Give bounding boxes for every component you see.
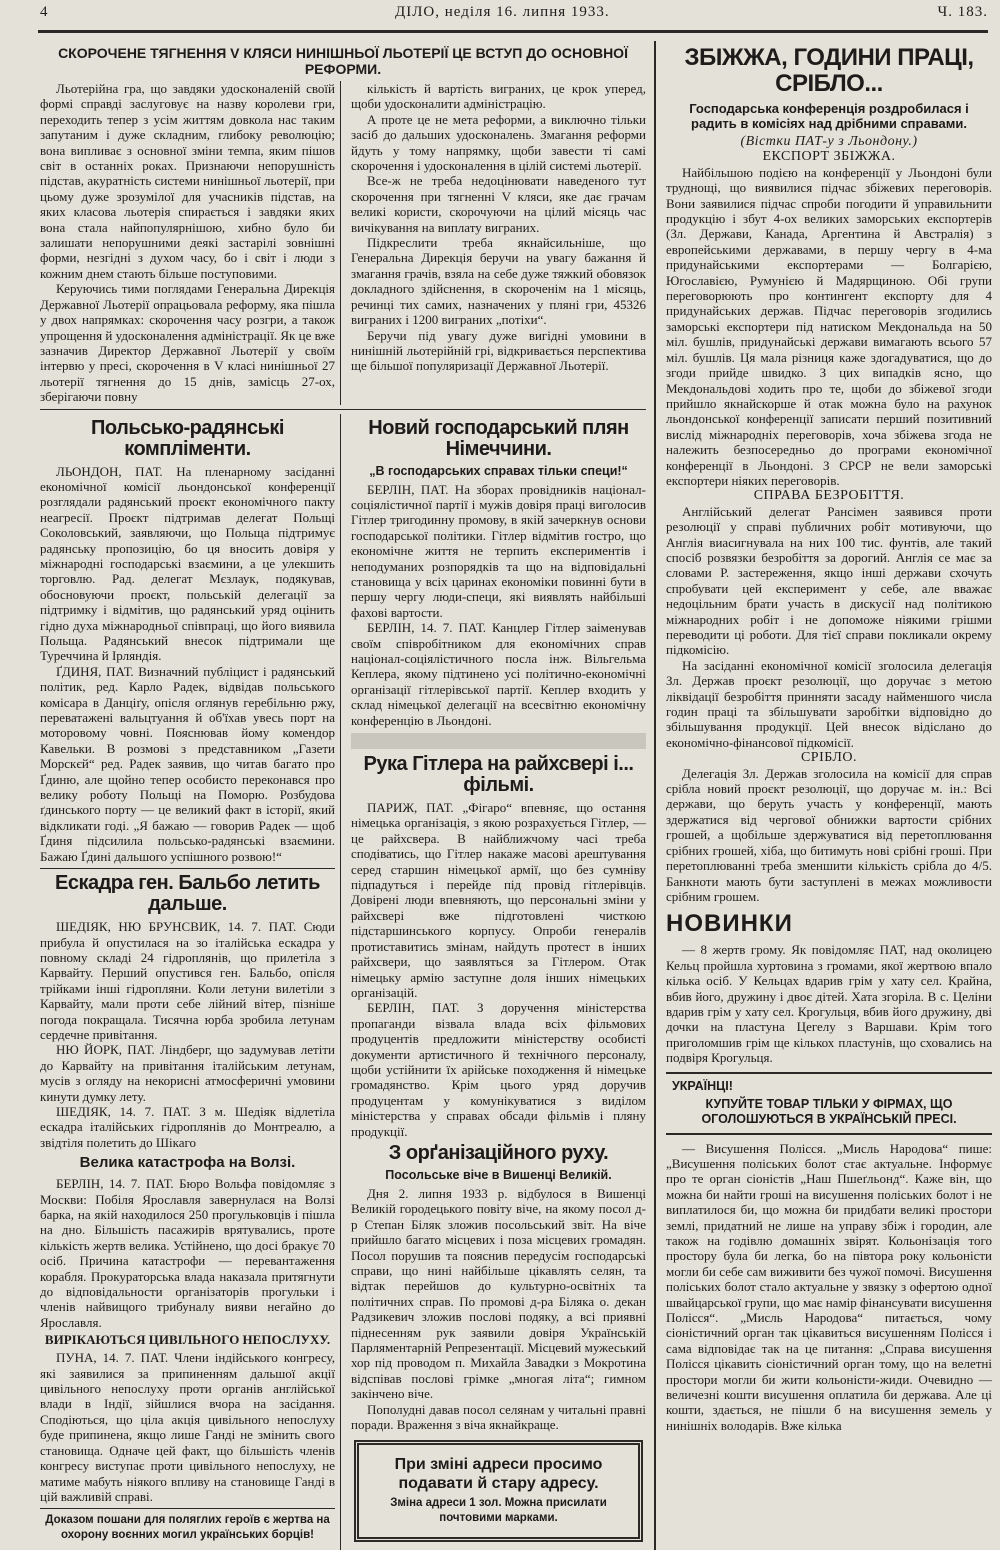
masthead-date <box>395 4 610 21</box>
lottery-col2 <box>351 81 646 405</box>
hitler-headline: Рука Гітлера на райхсвері і... фільмі. <box>363 753 634 797</box>
right-column <box>654 41 992 1550</box>
article-paragraph: БЕРЛІН, 14. 7. ПАТ. Канцлер Гітлер заіменував своїм співробітником для економічних справ націонал-соціялістичного посла інж. Вільгельма Кеплера, якому підтинено усі політично-економічні організації гітлерівської партії. Кеплер входить у склад німецької делегації на всесвітню економічну конференцію в Льондоні. <box>351 620 646 728</box>
polish-headline: Польсько-радянські компліменти. <box>91 416 284 460</box>
address-notice-fee: Зміна адреси 1 зол. Можна присилати почтовими марками. <box>390 1497 607 1525</box>
article-paragraph: БЕРЛІН, 14. 7. ПАТ. Бюро Вольфа повідомляє з Москви: Побіля Ярославля завернулася на Волзі барка, на якій находилося 250 прогульковців і пішла на дно. Більшість пасажирів врятувались, проте кількість жертв велика. Устійнено, що досі бракує 70 осіб. Причина катастрофи — перевантаження корабля. Прокураторська влада наказала притягнути до відповідальности організаторів прогульки і членів найвищого трибуналу вияви негайно до Ярославля. <box>40 1176 335 1330</box>
org-body <box>351 1186 646 1433</box>
article-paragraph: А проте це не мета реформи, а виключно тільки засіб до дальших удосконалень. Змагання реформи йдуть у тому напрямку, щоби завести ті самі скорочення і удосконалення в цілій системі льотерії. <box>351 111 646 174</box>
section-rule <box>40 868 335 869</box>
org-subtitle: Посольське віче в Вишенці Великій. <box>385 1167 612 1182</box>
footer-note: Доказом пошани для поляглих героїв є жертва на охорону воєнних могил українських борців! <box>45 1514 330 1542</box>
germany-headline: Новий господарський плян Німеччини. <box>368 416 629 460</box>
news-para: — Висушення Полісся. „Мисль Народова“ пише: „Висушення поліських болот стає актуальне. Інформує про те орган сіоністів „Наш Пшеґльонд“. Каже він, що можна би найти гроші на висушення поліських болот і не виплатилося би, що можна би придбати великі простори землі, придатний не лише на управу збіж і городин, але також на годівлю домашніх звірят. Кольонізація того простору була би легка, бо на півтора року кольоністи могли би себе сам виживити без чужої помочі. Висушення поліських болот стало актуальне у звязку з офертою одної швайцарської групи, що має намір фінансувати висушення Полісся“. „Мисль Народова“ питається, чому сіоністичний орган так цікавиться висушенням Полісся і сама відповідає так на це питання: „Справа висушення Полісся цікавить сіоністичний орган тому, що на велетні простори могли би жити кольоністи-жиди. Очевидно — величезні кошти висушення оплатила би держава. Але ці кошти, здається, не пішли б на висушення земель у нинішніх володарів. Вже кілька <box>666 1140 993 1433</box>
news-heading: НОВИНКИ <box>666 910 793 938</box>
article-paragraph: Беручи під увагу дуже вигідні умовини в нинішній льотерійній грі, відкривається перспектива ще більшої популяризації Державної Льотерії. <box>351 327 646 374</box>
volga-body <box>40 1176 335 1330</box>
germany-body <box>351 482 646 729</box>
date: неділя 16. липня 1933. <box>444 4 610 20</box>
article-paragraph: ПАРИЖ, ПАТ. „Фігаро“ впевняє, що остання німецька організація, з якою розрахується Гітлер, — це райхсвера. В найближчому часі треба сподіватись, що Гітлер накаже масові арештування серед старшин німецької армії, що без сумніву підпадуться і перейде під провід гітлерівців. Довірені люди впевняють, що персональні зміни у райхсвері вже підготовлені чисткою підстаршинського корпусу. Опроби генералів протиставитись змінам, найдуть протест в інших райхсвери, що заявляться за Гітлером. Отак німецьку армію заступне доля інших німецьких організацій. <box>351 800 646 1000</box>
article-paragraph: НЮ ЙОРК, ПАТ. Ліндберг, що задумував летіти до Карвайту на привітання італійським летунам, мусів з огляду на некорисні атмосферичні умовини кинути думку лету. <box>40 1042 335 1104</box>
grain-body <box>666 134 992 904</box>
article-paragraph: Керуючись тими поглядами Генеральна Дирекція Державної Льотерії опрацьовала реформу, яка пішла у двох напрямках: скорочення часу розгри, а також упрощення й удосконалення адміністрації. Як це вже зазначив Директор Державної Льотерії у своїм інтервю у пресі, скорочення в V класі нинішньої 27 льотерії тягнення до 15 днів, замісць 27-ох, зберігаючи повну <box>40 281 335 405</box>
section-unemployment: СПРАВА БЕЗРОБІТТЯ. <box>753 488 905 504</box>
issue-number: Ч. 183. <box>937 4 988 20</box>
india-body <box>40 1350 335 1504</box>
section-rule <box>40 409 646 410</box>
page-number: 4 <box>40 4 49 20</box>
article-paragraph: кількість й вартість виграних, це крок уперед, щоби удосконалити адміністрацію. <box>351 81 646 112</box>
article-paragraph: БЕРЛІН, ПАТ. На зборах провідників націонал-соціялістичної партії і мужів довіря праці виголосив Гітлер тригодинну промову, в якій зачеркнув основи господарської політики. Гітлер відмітив гостро, що економічне життя не терпить експериментів і неподуманих розпорядків та що на відповідальні становища у всіх царинах економіки повинні бути в першу чергу люди-специ, які виявлять найбільші фахові вартости. <box>351 481 646 620</box>
lottery-article <box>40 81 646 405</box>
decorative-band <box>351 733 646 749</box>
middle-column <box>351 414 646 1550</box>
ukrainians-notice-box <box>666 1072 992 1135</box>
article-paragraph: ҐДИНЯ, ПАТ. Визначний публіцист і радянський політик, ред. Карло Радек, відвідав польського комісара в Данціґу, опісля оглянув геребільню ржу, переватажені вальцтуання й об'їхав увесь порт на моторовому човні. Пояснював йому комендор Кавельки. В розмові з представником „Газети Морскєй“ ред. Радек заявив, що читав багато про Ґдиню, але щойно тепер особисто переконався про велику роботу Польщі на Поморю. Розбудова ґдинського порту — це великий факт в історії, який відкликати годі. „Я бажаю — говорив Радек — щоб Ґдиня підсилила польсько-радянські взаємини. Бажаю Ґдині дальшого успішного розвою!“ <box>40 663 335 864</box>
polish-body <box>40 464 335 865</box>
grain-para: Делегація Зл. Держав зголосила на комісії для справ срібла новий проєкт резолюції, що доручає м. ін.: Всі держави, що беруть участь у конференції, мають здержатися від чергової обнижки вартости срібних грошей, а щобільше здержуватися від перетоплювання срібних грошей, хіба, що битимуть нові срібні гроші. При перетоплюванні треба зменшити кількість срібла до 4/5. Банкноти мають бути заступлені в межах можливости срібним грошем. <box>666 765 992 904</box>
section-export: ЕКСПОРТ ЗБІЖЖА. <box>762 149 896 165</box>
left-column <box>40 414 341 1550</box>
masthead-bar <box>38 0 988 33</box>
section-rule <box>40 1508 335 1509</box>
lower-columns <box>40 414 646 1550</box>
news-item-polissia <box>666 1141 992 1434</box>
article-paragraph: ШЕДІЯК, 14. 7. ПАТ. З м. Шедіяк відлетіла ескадра італійських гідроплянів до Монтреалю, а звідтіля полетить до Шікаго <box>40 1103 335 1150</box>
balbo-headline: Ескадра ген. Бальбо летить дальше. <box>55 872 320 916</box>
grain-headline: ЗБІЖЖА, ГОДИНИ ПРАЦІ, СРІБЛО... <box>684 44 974 97</box>
article-paragraph: Льотерійна гра, що завдяки удосконаленій своїй формі справді заслуговує на назву королеви гри, переходить тепер з усім життям довкола нас таким запутаним і дуже складним, глибоку революцію; вона випливає з основної зміни темпа, яким пішов світ в останніх роках. Признаючи непорушність підстав, акуратність системи нинішньої льотерії, при цьому дуже зрозумілої для учасників підстав, на яких класова льотерія спирається і завдяки яких вона стала найпопулярнішою, хибно було би залишати непорушними деякі застарілі зовнішні форми, незгідні з духом часу, бо і світ і люди з кожним днем стають більше поступовими. <box>40 81 335 281</box>
article-paragraph: Все-ж не треба недоцінювати наведеного тут скорочення при тягненні V кляси, яке дає грачам великі користи, скорочуючи на цілий місяць час вичікування на виплату виграних. <box>351 173 646 235</box>
lottery-headline: СКОРОЧЕНЕ ТЯГНЕННЯ V КЛЯСИ НИНІШНЬОЇ ЛЬОТЕРІЇ ЦЕ ВСТУП ДО ОСНОВНОЇ РЕФОРМИ. <box>58 45 628 77</box>
grain-subtitle: Господарська конференція роздробилася і радить в комісіях над дрібними справами. <box>689 101 969 131</box>
article-paragraph: БЕРЛІН, ПАТ. З доручення міністерства пропаганди візвала влада всіх фільмових продуцентів предложити міністерству особисті документи артистичного й технічного персоналу, щоби устійнити їх арійське походження й німецьке громадянство. Крім цього уряд доручив продуцентам у комунікуватися з виділом міністерства у справах обсади фільмів і пляну продукції. <box>351 1000 646 1139</box>
news-item-storm <box>666 942 992 1065</box>
article-paragraph: Дня 2. липня 1933 р. відбулося в Вишенці Великій городецького повіту віче, на якому посол д-р Степан Біляк зложив посольський звіт. На віче прийшло багато місцевих і поза місцевих громадян. Посол порушив та пояснив передусім господарські справи, що нині найбільше цікавлять селян, та відтак перейшов до культурно-освітніх та політичних справ. По промові д-ра Біляка о. декан Радзикевич зложив послові подяку, а всі приявні піднесенням рук заявили довіря Українській Парляментарній Репрезентації. Місцевий мужеський хор під проводом п. Михайла Завадки з Мокротина відспівав послові грімке „многая літа“; гимном закінчено віче. <box>351 1185 646 1402</box>
article-paragraph: ЛЬОНДОН, ПАТ. На пленарному засіданні економічної комісії льондонської конференції розглядали радянський проєкт економічного пакту неагресії. Проєкт підтримав делегат Польщі Соколовський, заявляючи, що Польща підтримує радянську пропозицію, бо ця вносить довіря у міжнародні господарські взаємини, а це улекшить торговлю. Рад. делегат Мєзлаук, подякував, обосновуючи проєкт, польській делегації за підтримку і відмітив, що радянський уряд оцінить гідно духа міжнародньої співпраці, що його виявила Польща. Радянський внесок підтримали ще Туреччина й Ірляндія. <box>40 463 335 664</box>
volga-headline: Велика катастрофа на Волзі. <box>79 1154 296 1172</box>
article-paragraph: Пополудні давав посол селянам у читальні правні поради. Враження з віча якнайкраще. <box>351 1401 646 1433</box>
notice-text: КУПУЙТЕ ТОВАР ТІЛЬКИ У ФІРМАХ, ЩО ОГОЛОШУЮТЬСЯ В УКРАЇНСЬКІЙ ПРЕСІ. <box>701 1096 957 1126</box>
address-notice-box <box>354 1440 643 1542</box>
grain-para: Найбільшою подією на конференції у Льондоні були труднощі, що виявилися підчас збіжевих переговорів. Вони заявилися підчас спроби погодити й управильнити продукцію і збут 4-ох великих заморських експортерів (Зл. Держави, Канада, Аргентина й Австралія) з европейськими державами, в першу чергу в 4-ма придунайськими експортерами — Болгарією, Югославією, Румунією й Мадярщиною. Обі групи переговорюють про контингент експорту для 4 придунайських держав. Підчас переговорів згодились заморські експортери під натиском Мекдональда на 50 міл. бушлів, придунайські держави вимагають всього 57 міл. бушлів. Ця мала різниця каже здогадуватися, що до згоди прийде швидко. З цих випадків ясно, що Мекдональдові ходить про те, щоби до збіжевої згоди прийшло якнайскорше й отак можна було на рахунок льондонської конференції записати перший позитивний вислід міжнародніх переговорів, хоча збіжева згода не належить безпосередньо до програми економічної конференції в Льондоні. З СРСР не вели заморські експортери ніяких переговорів. <box>666 164 992 488</box>
notice-heading: УКРАЇНЦІ! <box>672 1078 733 1093</box>
lottery-col1 <box>40 81 341 405</box>
paper-name: ДІЛО, <box>395 4 440 20</box>
article-paragraph: ПУНА, 14. 7. ПАТ. Члени індійського конгресу, які заявилися за припиненням дальшої акції цивільного непослуху проти органів англійської влади в Індії, зійшлися вчора на засідання. Сподіються, що ціла акція цивільного непослуху буде припинена, якщо лише Ганді не змінить свого становища. Одначе цей факт, що більшість членів конгресу виступає проти цивільного непослуху, не матиме мабуть ніякого впливу на становище Ганді в цій важливій справі. <box>40 1350 335 1504</box>
org-headline: З орґанізаційного руху. <box>388 1141 609 1164</box>
hitler-body <box>351 800 646 1139</box>
page-columns <box>40 41 993 1550</box>
balbo-body <box>40 919 335 1150</box>
section-silver: СРІБЛО. <box>800 750 858 766</box>
grain-para: Англійський делегат Рансімен заявився проти резолюції у справі публичних робіт мотивуючи, що Англія виасигнувала на них 100 тис. фунтів, але такий спосіб розвязки безробіття за дорогий. Англія се має за словами Р. застереження, якщо інші держави схочуть спробувати цей експеримент у себе, але вважає недоцільним брати участь в дискусії над політикою міжнародних робіт і не допоможе ніякими грішми переводити ці роботи. Для тієї справи покликали окрему підкомісію. <box>666 503 992 658</box>
grain-para: На засіданні економічної комісії зголосила делегація Зл. Держав проєкт резолюції, що доручає з метою ліквідації безробіття принняти засаду найменшого числа годин праці та збільшувати заробітки відповідно до збільшування продукції. Цей внесок відіслано до економічно-фінансової підкомісії. <box>666 657 992 750</box>
india-headline: ВИРІКАЮТЬСЯ ЦИВІЛЬНОГО НЕПОСЛУХУ. <box>44 1332 331 1348</box>
germany-subtitle: „В господарських справах тільки специ!“ <box>369 463 628 478</box>
news-para: — 8 жертв грому. Як повідомляє ПАТ, над околицею Кельц пройшла хуртовина з громами, якої жертвою впало кілька осіб. У Кельцах вдарив грім у хату сел. Крайна, вбив його, дружину і двоє дітей. Хата згоріла. В с. Целіни вдарив грім у хату сел. Крогульця, вбив його дружину, дві дочки на пластуна Цегелу з Варшави. Крім того приголомшив грім ще кількох пластунів, що сховались на подвіря Крогульця. <box>666 942 992 1066</box>
left-middle-area <box>40 41 646 1550</box>
article-paragraph: Підкреслити треба якнайсильніше, що Генеральна Дирекція беручи на увагу бажання й змагання грачів, взяла на себе дуже тяжкий обовязок докладного здійснення, в скороченім на 1 місяць, речинці тих самих, назначених у пляні гри, 45326 виграних і 1200 виграних „потіхи“. <box>351 235 646 328</box>
address-notice-main: При зміні адреси просимо подавати й стару адресу. <box>394 1456 603 1493</box>
article-paragraph: ШЕДІЯК, НЮ БРУНСВИК, 14. 7. ПАТ. Сюди прибула й опустилася на зо італійська ескадра у повному складі 24 гідроплянів, що прилетіла з Карвайту. Перший опустився ген. Бальбо, опісля трійками інші гідропляни. Коли летуни вилетіли з Карвайту, мали проти себе лійний вітер, пізніше погода покращала. Тисячна юрба зробила летунам сердечне привітання. <box>40 919 335 1042</box>
grain-source: (Вістки ПАТ-у з Льондону.) <box>740 134 918 149</box>
